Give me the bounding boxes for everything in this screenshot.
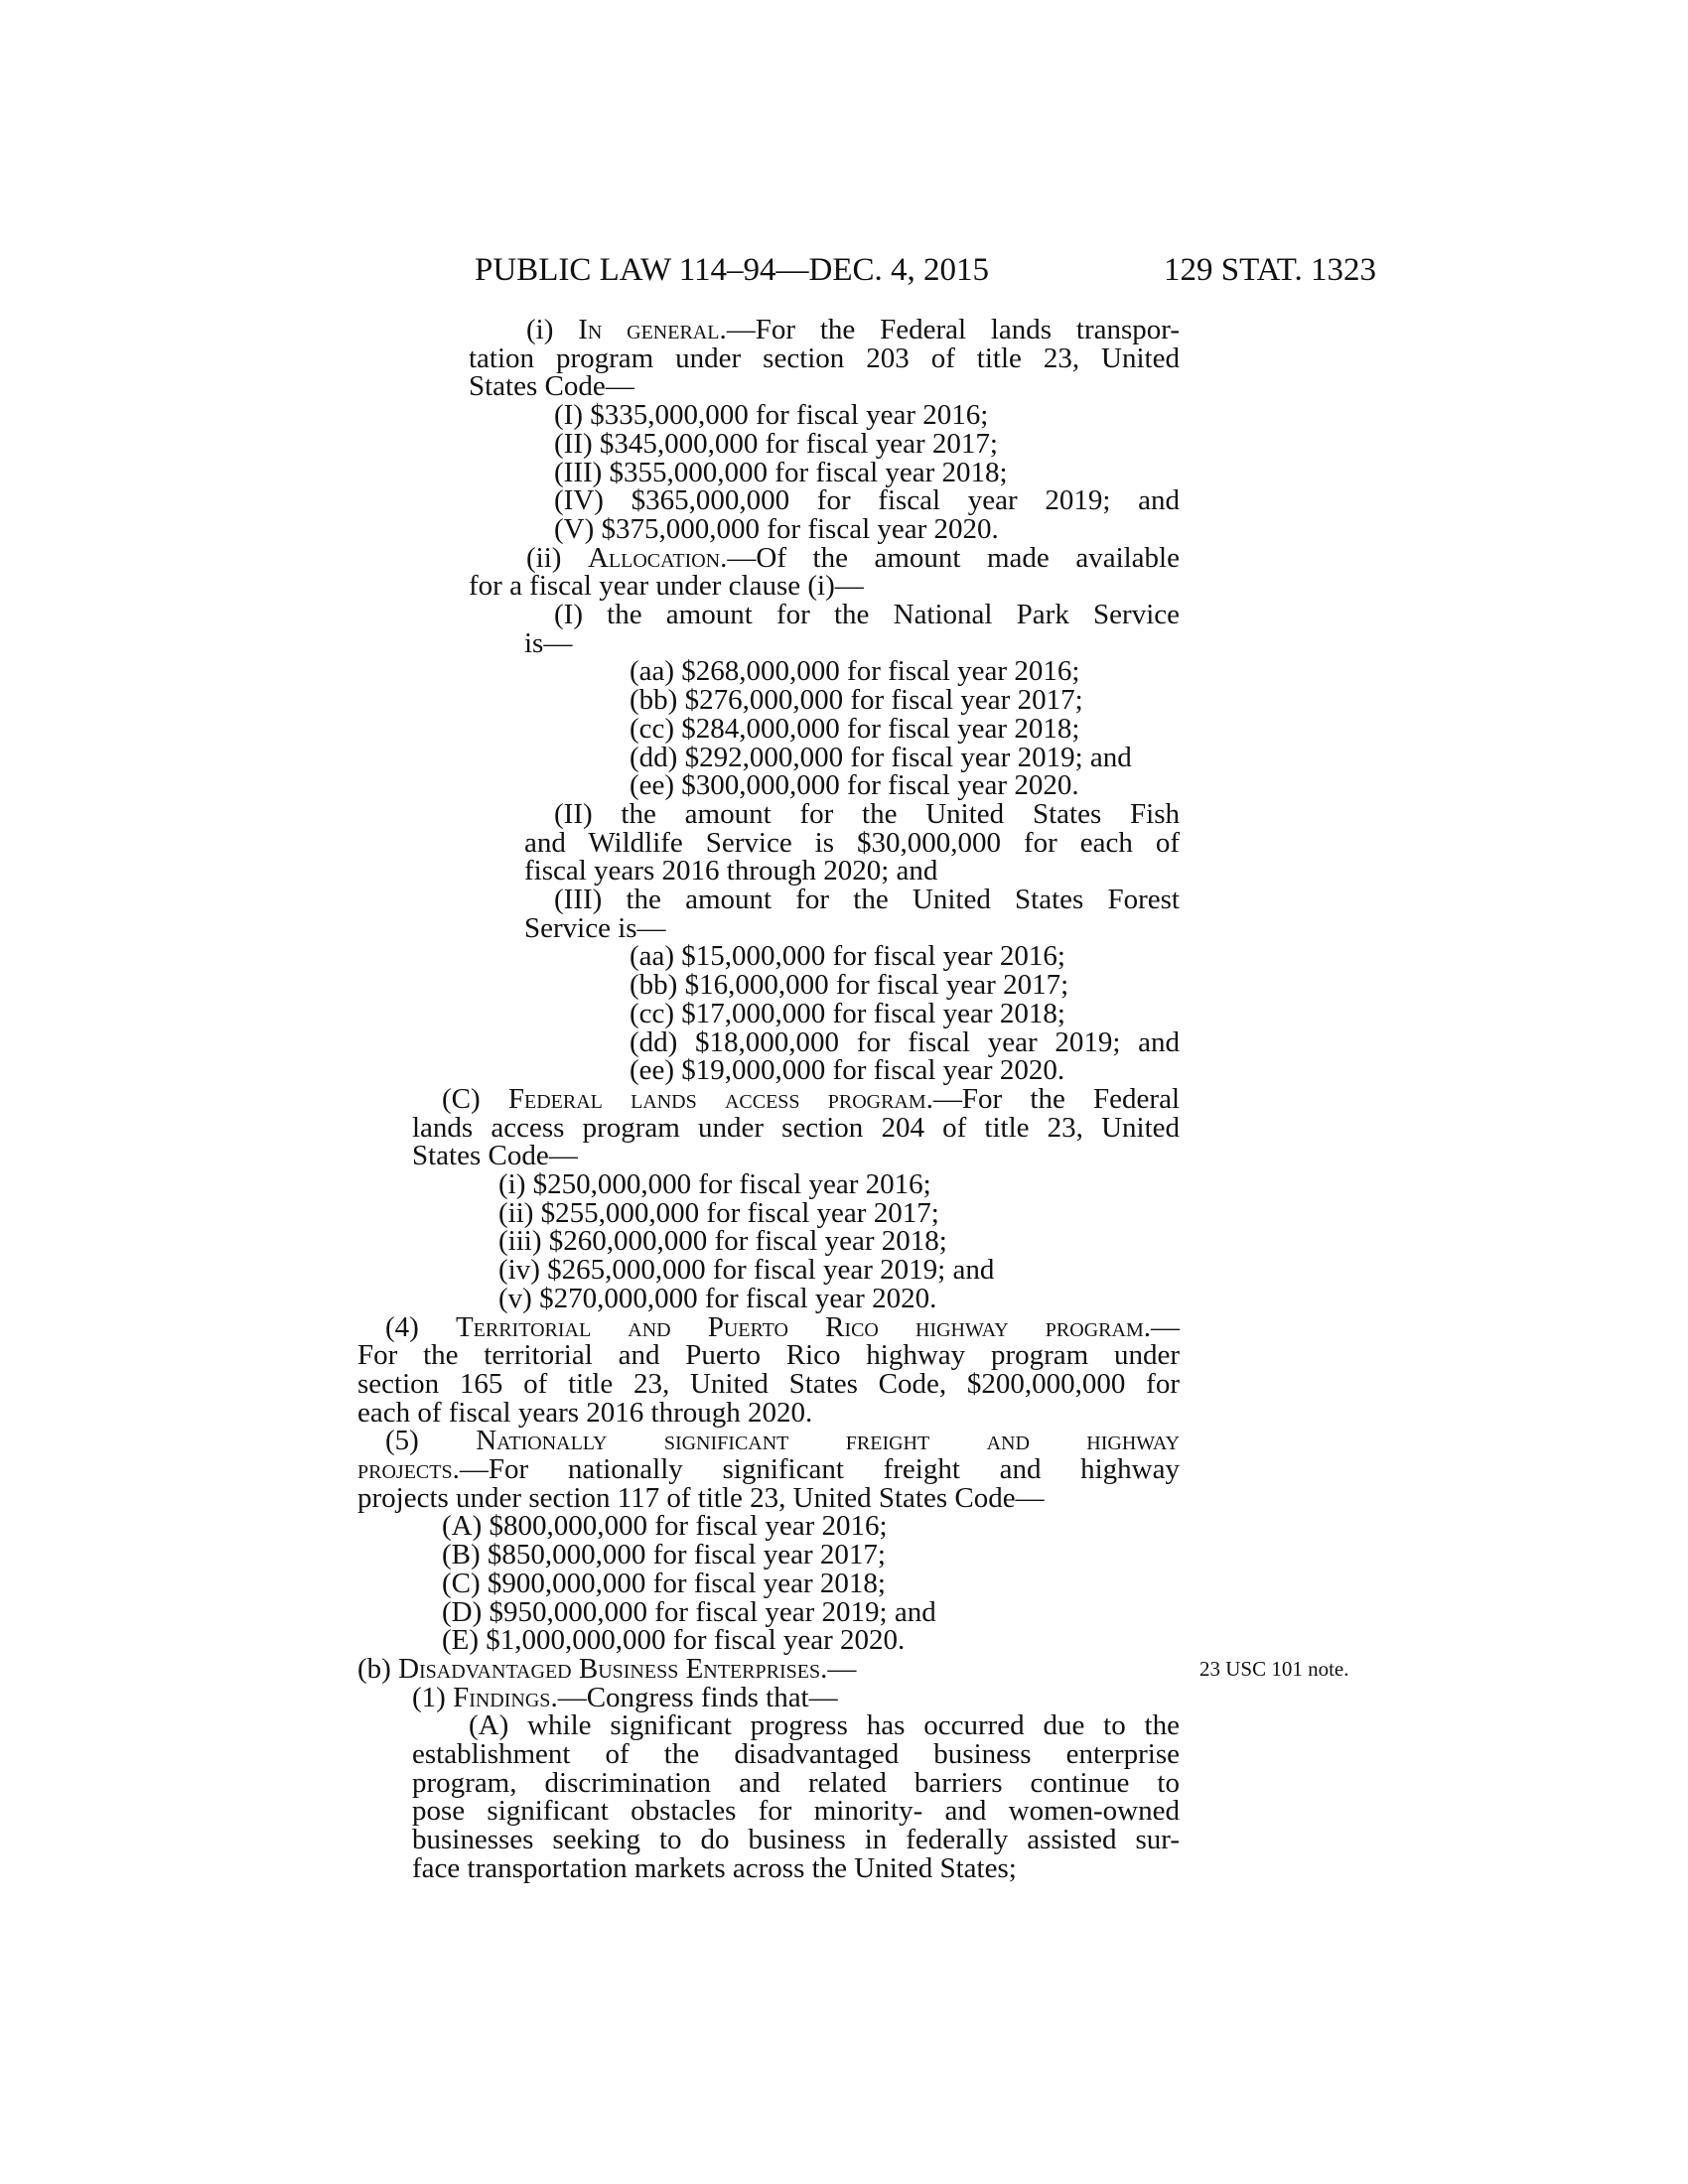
heading-smallcaps: Findings	[453, 1682, 551, 1713]
heading-smallcaps: Allocation	[587, 542, 721, 574]
text-line	[442, 1541, 886, 1570]
line-text: (A) $800,000,000 for fiscal year 2016;	[442, 1510, 888, 1542]
line-text: (iii) $260,000,000 for fiscal year 2018;	[498, 1225, 947, 1257]
text-line	[385, 1313, 1180, 1342]
line-text: section 165 of title 23, United States Code, $200,000,000 for	[357, 1368, 1180, 1400]
line-text: (IV) $365,000,000 for fiscal year 2019; and	[554, 484, 1180, 516]
page-number: 129 STAT. 1323	[1163, 252, 1376, 288]
line-text: lands access program under section 204 of title 23, United	[412, 1112, 1180, 1144]
line-text: (ee) $19,000,000 for fiscal year 2020.	[630, 1054, 1065, 1086]
line-text: is—	[524, 627, 573, 659]
line-text: each of fiscal years 2016 through 2020.	[357, 1397, 813, 1429]
line-text: States Code—	[469, 370, 634, 402]
text-line	[412, 1769, 1180, 1798]
text-line	[357, 1370, 1180, 1399]
text-line	[442, 1512, 888, 1541]
text-line	[554, 401, 988, 430]
line-text: (aa) $268,000,000 for fiscal year 2016;	[630, 655, 1080, 687]
text-line	[412, 1854, 1017, 1883]
text-line	[630, 715, 1079, 744]
text-line	[442, 1626, 905, 1655]
line-text: Service is—	[524, 912, 666, 944]
heading-smallcaps: Territorial and Puerto Rico highway program	[455, 1311, 1144, 1343]
line-text: (dd) $292,000,000 for fiscal year 2019; and	[630, 742, 1132, 773]
text-line	[554, 601, 1180, 629]
line-text: fiscal years 2016 through 2020; and	[524, 855, 938, 887]
text-line	[554, 486, 1180, 515]
line-text: pose significant obstacles for minority- and women-owned	[412, 1795, 1180, 1827]
text-line	[469, 372, 634, 401]
line-text: projects under section 117 of title 23, United States Code—	[357, 1482, 1045, 1514]
text-line	[412, 1797, 1180, 1826]
text-line	[524, 829, 1180, 858]
text-line	[554, 886, 1180, 914]
line-text: (D) $950,000,000 for fiscal year 2019; and	[442, 1596, 936, 1628]
text-line	[630, 1000, 1065, 1028]
line-text: (A) while significant progress has occurred due to the	[469, 1709, 1180, 1741]
line-text: .—For the Federal	[925, 1083, 1180, 1115]
line-text: (V) $375,000,000 for fiscal year 2020.	[554, 513, 999, 545]
text-line	[357, 1341, 1180, 1370]
heading-smallcaps: Nationally significant freight and highway	[476, 1425, 1180, 1456]
text-line	[498, 1256, 994, 1285]
text-line	[442, 1085, 1180, 1114]
heading-smallcaps: In general	[578, 314, 720, 345]
text-line	[630, 744, 1132, 772]
text-line	[526, 316, 1180, 344]
line-text: tation program under section 203 of title 23, United	[469, 342, 1180, 374]
line-text: .—Of the amount made available	[720, 542, 1180, 574]
line-text: establishment of the disadvantaged business enterprise	[412, 1738, 1180, 1770]
line-text: (iv) $265,000,000 for fiscal year 2019; and	[498, 1254, 995, 1286]
line-text: (cc) $17,000,000 for fiscal year 2018;	[630, 998, 1065, 1029]
line-text: (i) $250,000,000 for fiscal year 2016;	[498, 1168, 931, 1200]
line-text: (aa) $15,000,000 for fiscal year 2016;	[630, 940, 1065, 972]
line-text: .—For the Federal lands transpor-	[719, 314, 1180, 345]
text-line	[630, 657, 1079, 686]
line-text: (II) $345,000,000 for fiscal year 2017;	[554, 428, 998, 460]
text-line	[554, 430, 998, 459]
text-line	[357, 1484, 1045, 1513]
text-line	[524, 914, 666, 943]
line-text: .—For nationally significant freight and highway	[452, 1453, 1180, 1485]
heading-smallcaps: projects	[357, 1453, 453, 1485]
text-line	[412, 1114, 1180, 1143]
line-text: (1)	[412, 1682, 454, 1713]
line-text: (ii) $255,000,000 for fiscal year 2017;	[498, 1197, 939, 1229]
text-line	[524, 857, 937, 886]
text-line	[412, 1826, 1180, 1854]
line-text: For the territorial and Puerto Rico highway program under	[357, 1339, 1180, 1371]
line-text: (C) $900,000,000 for fiscal year 2018;	[442, 1568, 886, 1599]
heading-smallcaps: Federal lands access program	[507, 1083, 926, 1115]
line-text: (dd) $18,000,000 for fiscal year 2019; and	[630, 1026, 1180, 1058]
text-line	[357, 1399, 812, 1428]
text-line	[554, 515, 999, 544]
text-line	[442, 1598, 936, 1627]
line-text: (bb) $16,000,000 for fiscal year 2017;	[630, 969, 1069, 1001]
line-text: for a fiscal year under clause (i)—	[469, 570, 864, 602]
text-line	[412, 1684, 838, 1712]
line-text: (ee) $300,000,000 for fiscal year 2020.	[630, 769, 1079, 801]
text-line	[554, 800, 1180, 829]
text-line	[498, 1227, 947, 1256]
line-text: (bb) $276,000,000 for fiscal year 2017;	[630, 684, 1083, 716]
text-line	[630, 771, 1079, 800]
line-text: .—	[1143, 1311, 1180, 1343]
text-line	[630, 1028, 1180, 1057]
line-text: (II) the amount for the United States Fish	[554, 798, 1180, 830]
line-text: (I) $335,000,000 for fiscal year 2016;	[554, 399, 989, 431]
margin-note: 23 USC 101 note.	[1199, 1657, 1349, 1681]
text-line	[630, 1056, 1064, 1085]
text-line	[524, 629, 572, 658]
line-text: and Wildlife Service is $30,000,000 for each of	[524, 827, 1180, 859]
text-line	[498, 1170, 931, 1199]
line-text: (i)	[526, 314, 579, 345]
text-line	[469, 572, 864, 601]
line-text: businesses seeking to do business in federally assisted sur-	[412, 1824, 1180, 1855]
line-text: .—Congress finds that—	[550, 1682, 838, 1713]
line-text: face transportation markets across the United States;	[412, 1852, 1017, 1884]
line-text: (cc) $284,000,000 for fiscal year 2018;	[630, 713, 1080, 745]
text-line	[498, 1285, 936, 1313]
text-line	[554, 459, 1008, 487]
text-line	[630, 971, 1068, 1000]
line-text: (C)	[442, 1083, 508, 1115]
text-line	[412, 1142, 578, 1170]
line-text: States Code—	[412, 1140, 578, 1171]
text-line	[630, 686, 1083, 715]
line-text: (ii)	[526, 542, 588, 574]
text-line	[469, 344, 1180, 373]
text-line	[630, 942, 1065, 971]
line-text: (b)	[357, 1653, 399, 1685]
running-head-title: PUBLIC LAW 114–94—DEC. 4, 2015	[475, 252, 990, 288]
text-line	[357, 1655, 856, 1684]
text-line	[442, 1570, 886, 1598]
text-line	[412, 1740, 1180, 1769]
heading-smallcaps: Disadvantaged Business Enterprises	[398, 1653, 821, 1685]
line-text: (III) the amount for the United States Forest	[554, 884, 1180, 915]
text-line	[498, 1199, 939, 1228]
line-text: (I) the amount for the National Park Service	[554, 599, 1180, 630]
line-text: (4)	[385, 1311, 456, 1343]
text-line	[469, 1711, 1180, 1740]
line-text: (v) $270,000,000 for fiscal year 2020.	[498, 1283, 937, 1314]
text-line	[385, 1427, 1180, 1455]
line-text: (III) $355,000,000 for fiscal year 2018;	[554, 457, 1008, 488]
text-line	[526, 544, 1180, 573]
text-line	[357, 1455, 1180, 1484]
running-header	[475, 248, 1376, 292]
line-text: program, discrimination and related barriers continue to	[412, 1767, 1180, 1799]
line-text: .—	[820, 1653, 857, 1685]
line-text: (5)	[385, 1425, 477, 1456]
line-text: (B) $850,000,000 for fiscal year 2017;	[442, 1539, 886, 1570]
line-text: (E) $1,000,000,000 for fiscal year 2020.	[442, 1624, 906, 1656]
